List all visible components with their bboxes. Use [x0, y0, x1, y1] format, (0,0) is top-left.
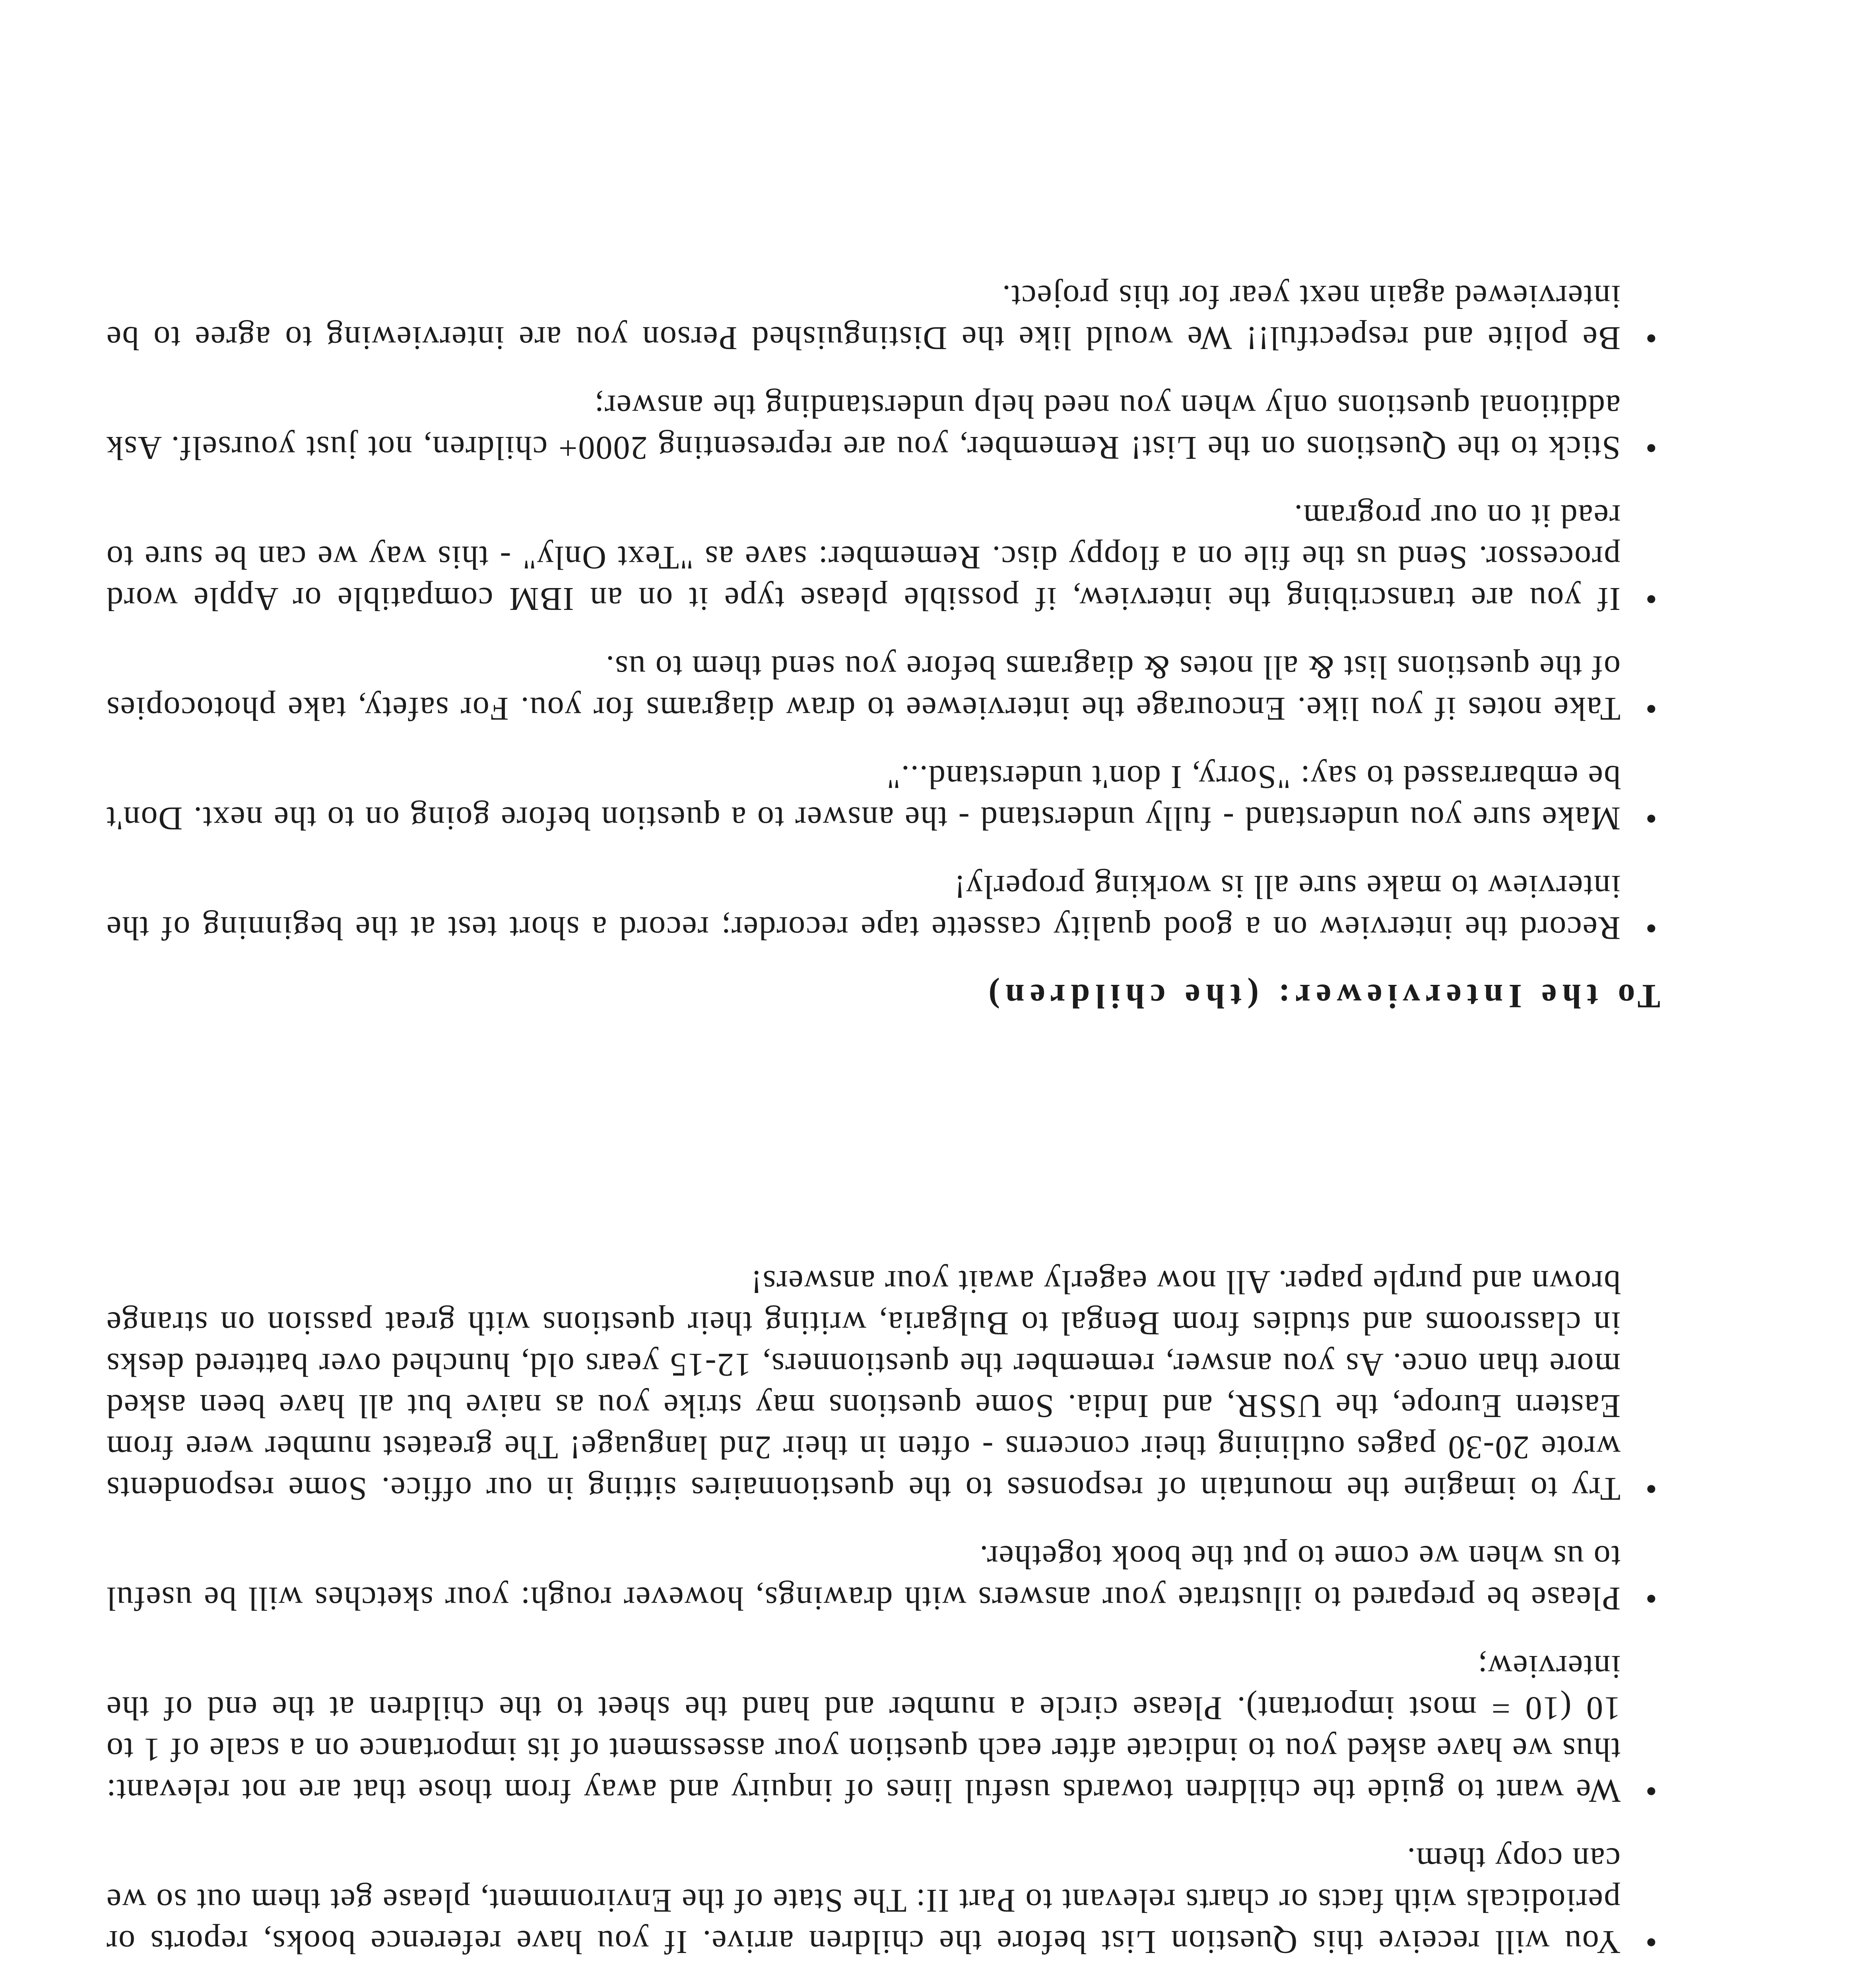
section-heading-interviewer: To the Interviewer: (the children) [983, 977, 1660, 1015]
list-item: • Stick to the Questions on the List! Remember, you are representing 2000+ children, not just yourself. Ask additional questions only when you need help understanding the answer; [106, 386, 1660, 468]
list-item: • Make sure you understand - fully understand - the answer to a question before going on to the next. Don't be embarrassed to say: "Sorry, I don't understand..." [106, 756, 1660, 839]
list-item: • If you are transcribing the interview, if possible please type it on an IBM compatible or Apple word processor. Send us the file on a floppy disc. Remember: save as "Text Only" - this way we can be sure to read it on our program. [106, 495, 1660, 619]
list-item: • You will receive this Question List before the children arrive. If you have reference books, reports or periodicals with facts or charts relevant to Part II: The State of the Environment, please get them out so we can copy them. [106, 1839, 1660, 1963]
list-item: • Be polite and respectful!! We would like the Distinguished Person you are interviewing to agree to be interviewed again next year for this project. [106, 276, 1660, 359]
list-item: • Take notes if you like. Encourage the interviewee to draw diagrams for you. For safety, take photocopies of the questions list & all notes & diagrams before you send them to us. [106, 646, 1660, 729]
list-item: • Record the interview on a good quality cassette tape recorder; record a short test at the beginning of the interview to make sure all is working properly! [106, 866, 1660, 949]
list-item: • Please be prepared to illustrate your answers with drawings, however rough: your sketches will be useful to us when we come to put the book together. [106, 1536, 1660, 1619]
list-item: • We want to guide the children towards useful lines of inquiry and away from those that are not relevant: thus we have asked you to indicate after each question your assessment of its importance on a scale of 1 to 10 (10 = most important). Please circle a number and hand the sheet to the children at the end of the interview; [106, 1646, 1660, 1811]
interviewee-instructions-list [106, 1234, 1660, 1988]
list-item: • Try to imagine the mountain of responses to the questionnaires sitting in our office. Some respondents wrote 20-30 pages outlining their concerns - often in their 2nd language! The greatest number were from Eastern Europe, the USSR, and India. Some questions may strike you as naive but all have been asked more than once. As you answer, remember the questionners, 12-15 years old, hunched over battered desks in classrooms and studies from Bengal to Bulgaria, writing their questions with great passion on strange brown and purple paper. All now eagerly await your answers! [106, 1261, 1660, 1509]
interviewer-instructions-list [106, 249, 1660, 949]
